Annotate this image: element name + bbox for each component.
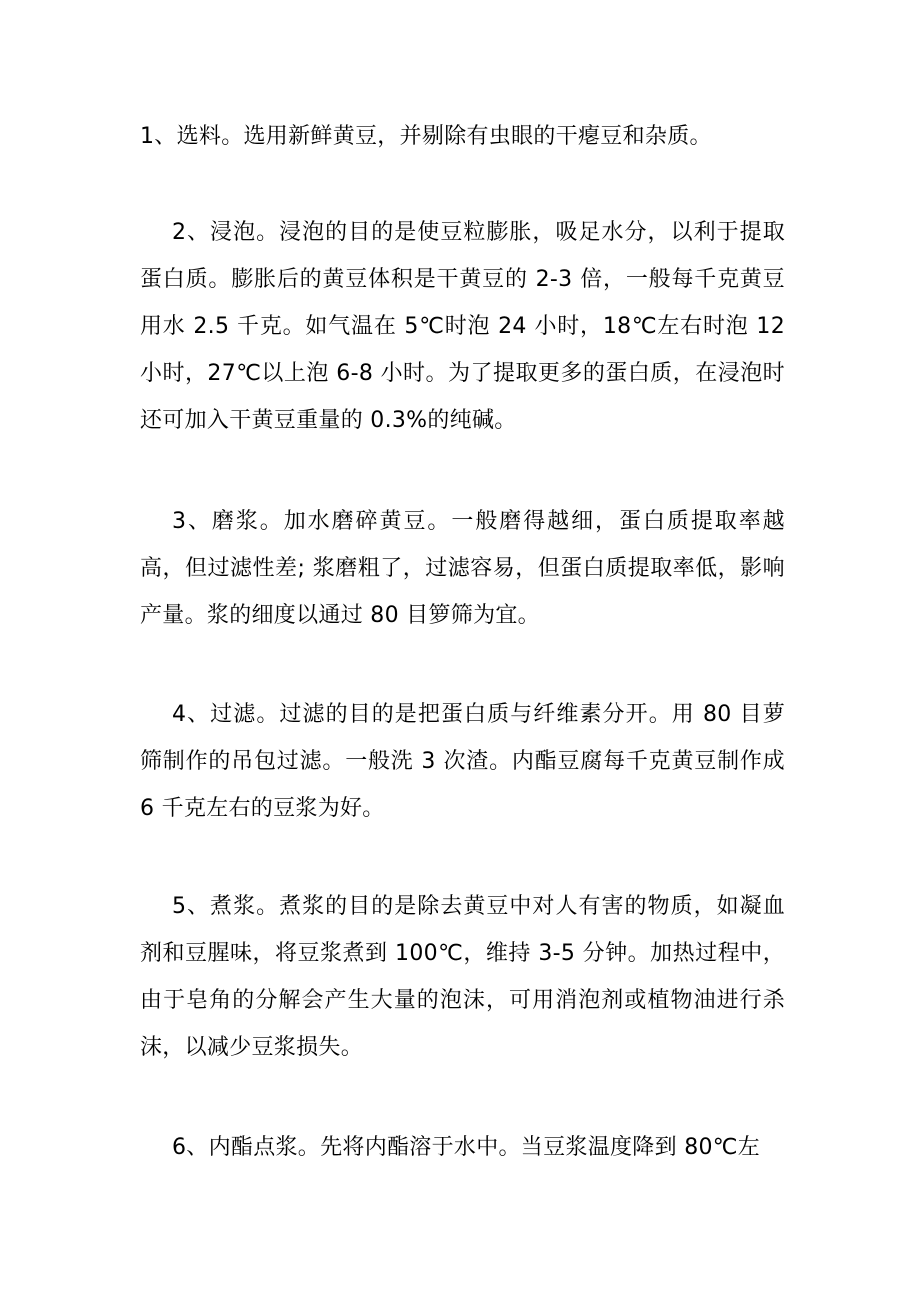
paragraph-step-6-coagulating: 6、内酯点浆。先将内酯溶于水中。当豆浆温度降到 80℃左: [172, 1135, 761, 1160]
paragraph-step-5-boiling: 5、煮浆。煮浆的目的是除去黄豆中对人有害的物质，如凝血剂和豆腥味，将豆浆煮到 100℃，维持 3-5 分钟。加热过程中，由于皂角的分解会产生大量的泡沫，可用消泡剂或植物油进行杀沫，以减少豆浆损失。: [140, 894, 785, 1060]
paragraph-step-4-filtering: 4、过滤。过滤的目的是把蛋白质与纤维素分开。用 80 目萝筛制作的吊包过滤。一般洗 3 次渣。内酯豆腐每千克黄豆制作成 6 千克左右的豆浆为好。: [140, 702, 785, 821]
paragraph-step-1-selection: 1、选料。选用新鲜黄豆，并剔除有虫眼的干瘪豆和杂质。: [140, 124, 712, 149]
paragraph-step-2-soaking: 2、浸泡。浸泡的目的是使豆粒膨胀，吸足水分，以利于提取蛋白质。膨胀后的黄豆体积是干黄豆的 2-3 倍，一般每千克黄豆用水 2.5 千克。如气温在 5℃时泡 24 小时，18℃左右时泡 12 小时，27℃以上泡 6-8 小时。为了提取更多的蛋白质，在浸泡时还可加入干黄豆重量的 0.3%的纯碱。: [140, 220, 785, 433]
paragraph-step-3-grinding: 3、磨浆。加水磨碎黄豆。一般磨得越细，蛋白质提取率越高，但过滤性差; 浆磨粗了，过滤容易，但蛋白质提取率低，影响产量。浆的细度以通过 80 目箩筛为宜。: [140, 509, 785, 628]
